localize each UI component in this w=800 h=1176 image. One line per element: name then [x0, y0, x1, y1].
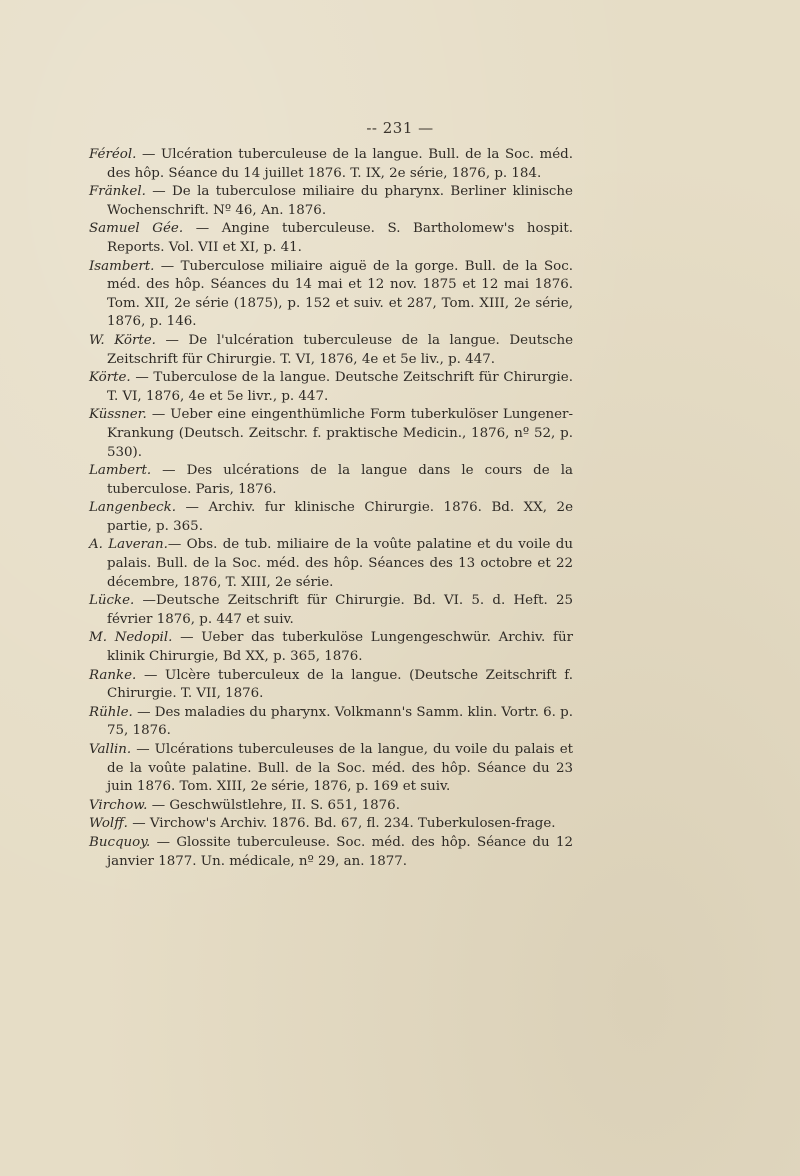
reference-author: Ranke.: [89, 667, 137, 683]
reference-author: Fränkel.: [89, 184, 146, 200]
reference-entry: [89, 704, 573, 741]
reference-author: M. Nedopil.: [89, 630, 173, 646]
reference-author: Küssner.: [89, 407, 147, 423]
reference-author: Körte.: [89, 370, 131, 386]
reference-entry: [89, 536, 573, 592]
reference-text: — Obs. de tub. miliaire de la voûte palatine et du voile du palais. Bull. de la Soc. méd. des hôp. Séances des 13 octobre et 22 décembre, 1876, T. XIII, 2e série.: [107, 537, 573, 590]
reference-entry: [89, 462, 573, 499]
reference-text: — Ueber das tuberkulöse Lungengeschwür. Archiv. für klinik Chirurgie, Bd XX, p. 365, 1876.: [107, 630, 573, 665]
reference-text: — Virchow's Archiv. 1876. Bd. 67, fl. 234. Tuberkulosen-frage.: [127, 816, 556, 832]
reference-author: Vallin.: [89, 742, 132, 757]
reference-entry: [89, 741, 573, 797]
reference-author: Féréol.: [89, 147, 137, 162]
reference-author: Isambert.: [89, 258, 155, 274]
reference-text: — De l'ulcération tuberculeuse de la langue. Deutsche Zeitschrift für Chirurgie. T. VI, 1876, 4e et 5e liv., p. 447.: [107, 332, 573, 367]
reference-entry: [89, 258, 573, 332]
reference-text: — Ulcère tuberculeux de la langue. (Deutsche Zeitschrift f. Chirurgie. T. VII, 1876.: [107, 667, 573, 702]
reference-author: Rühle.: [89, 704, 133, 720]
reference-author: Samuel Gée.: [89, 221, 184, 237]
reference-text: — Tuberculose de la langue. Deutsche Zeitschrift für Chirurgie. T. VI, 1876, 4e et 5e livr., p. 447.: [107, 370, 573, 404]
reference-text: — Glossite tuberculeuse. Soc. méd. des hôp. Séance du 12 janvier 1877. Un. médicale, nº 29, an. 1877.: [107, 834, 573, 869]
reference-entry: [89, 332, 573, 369]
reference-author: A. Laveran.: [89, 537, 168, 553]
reference-text: — Angine tuberculeuse. S. Bartholomew's hospit. Reports. Vol. VII et XI, p. 41.: [107, 221, 573, 255]
reference-author: Wolff.: [89, 816, 128, 832]
reference-entry: [89, 667, 573, 704]
reference-entry: [89, 815, 573, 834]
reference-entry: [89, 369, 573, 406]
reference-entry: [89, 146, 573, 183]
reference-text: — Ulcération tuberculeuse de la langue. Bull. de la Soc. méd. des hôp. Séance du 14 juillet 1876. T. IX, 2e série, 1876, p. 184.: [107, 147, 573, 181]
reference-text: — De la tuberculose miliaire du pharynx. Berliner klinische Wochenschrift. Nº 46, An. 1876.: [107, 184, 573, 218]
reference-text: — Des maladies du pharynx. Volkmann's Samm. klin. Vortr. 6. p. 75, 1876.: [107, 704, 573, 739]
reference-entry: [89, 629, 573, 666]
reference-entry: [89, 183, 573, 220]
reference-entry: [89, 220, 573, 257]
reference-entry: [89, 797, 573, 816]
reference-author: Lambert.: [89, 463, 152, 479]
reference-list: [89, 146, 573, 871]
reference-text: —Deutsche Zeitschrift für Chirurgie. Bd. VI. 5. d. Heft. 25 février 1876, p. 447 et suiv.: [107, 593, 573, 627]
reference-entry: [89, 592, 573, 629]
reference-entry: [89, 834, 573, 871]
reference-author: Lücke.: [89, 593, 135, 609]
reference-text: — Archiv. fur klinische Chirurgie. 1876. Bd. XX, 2e partie, p. 365.: [107, 500, 573, 534]
reference-author: W. Körte.: [89, 332, 156, 348]
reference-text: — Geschwülstlehre, II. S. 651, 1876.: [147, 797, 400, 813]
reference-author: Langenbeck.: [89, 500, 176, 516]
reference-author: Bucquoy.: [89, 834, 151, 850]
reference-author: Virchow.: [89, 797, 148, 813]
page-number: -- 231 —: [366, 119, 434, 137]
reference-text: — Ulcérations tuberculeuses de la langue, du voile du palais et de la voûte palatine. Bull. de la Soc. méd. des hôp. Séance du 23 juin 1876. Tom. XIII, 2e série, 1876, p. 169 et suiv.: [107, 742, 573, 795]
reference-text: — Des ulcérations de la langue dans le cours de la tuberculose. Paris, 1876.: [107, 463, 573, 497]
reference-text: — Ueber eine eingenthümliche Form tuberkulöser Lungener-Krankung (Deutsch. Zeitschr. f. praktische Medicin., 1876, nº 52, p. 530).: [107, 407, 573, 460]
reference-text: — Tuberculose miliaire aiguë de la gorge. Bull. de la Soc. méd. des hôp. Séances du 14 mai et 12 nov. 1875 et 12 mai 1876. Tom. XII, 2e série (1875), p. 152 et suiv. et 287, Tom. XIII, 2e série, 1876, p. 146.: [107, 258, 573, 330]
reference-entry: [89, 406, 573, 462]
reference-entry: [89, 499, 573, 536]
